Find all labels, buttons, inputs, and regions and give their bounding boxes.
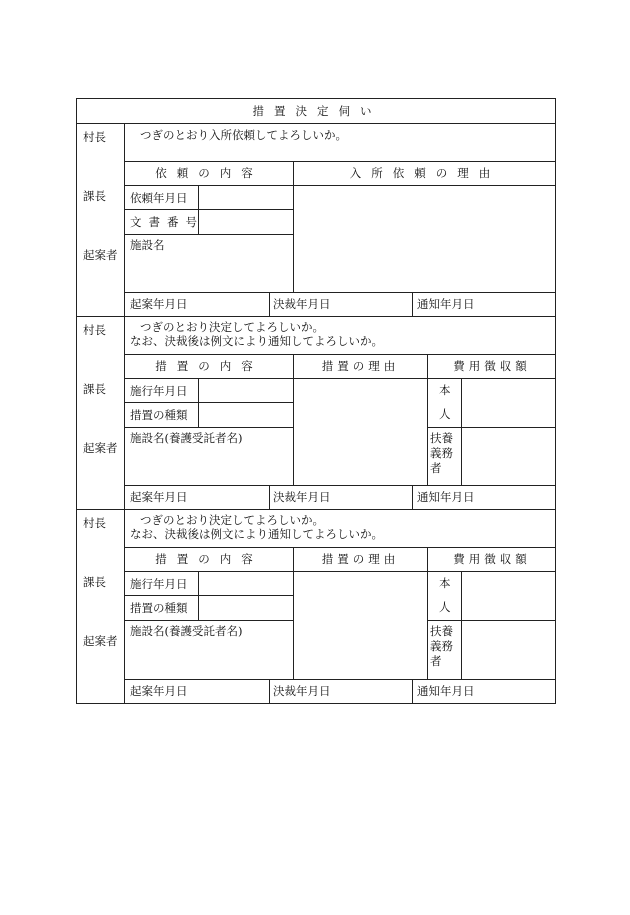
header-request-content: 依頼の内容 [155,166,263,180]
approver-chief-2: 課長 [83,382,106,396]
fee-self-label-2: 人 [439,407,451,421]
fee-self-label-2-3: 人 [439,600,451,614]
footer-notice-date: 通知年月日 [417,297,475,311]
decision-text-line1: つぎのとおり決定してよろしいか。 [140,320,324,334]
label-request-date: 依頼年月日 [130,191,188,205]
decision-text-line1-3: つぎのとおり決定してよろしいか。 [140,513,324,527]
approver-drafter-2: 起案者 [83,441,118,455]
decision-text-line2: なお、決裁後は例文により通知してよろしいか。 [130,334,383,348]
footer-approval-date-3: 決裁年月日 [273,684,331,698]
approver-chief-1: 課長 [83,189,106,203]
fee-support-label: 扶養 義務 者 [430,431,453,475]
label-facility-trustee-3: 施設名(養護受託者名) [130,624,243,638]
fee-support-label-3: 扶養 義務 者 [430,624,453,668]
footer-approval-date-2: 決裁年月日 [273,490,331,504]
label-facility-name: 施設名 [130,238,165,252]
approver-mayor-1: 村長 [83,130,106,144]
label-effective-date-3: 施行年月日 [130,577,188,591]
header-measure-content: 措置の内容 [155,359,263,373]
footer-approval-date: 決裁年月日 [273,297,331,311]
footer-notice-date-2: 通知年月日 [417,490,475,504]
request-text: つぎのとおり入所依頼してよろしいか。 [140,128,347,142]
header-fee-amount: 費用徴収額 [453,359,531,373]
decision-text-line2-3: なお、決裁後は例文により通知してよろしいか。 [130,527,383,541]
footer-draft-date: 起案年月日 [130,297,188,311]
approver-chief-3: 課長 [83,575,106,589]
decision-form [76,98,556,704]
footer-draft-date-2: 起案年月日 [130,490,188,504]
approver-drafter-3: 起案者 [83,634,118,648]
fee-self-label-1-3: 本 [439,576,451,590]
label-measure-type-3: 措置の種類 [130,601,188,615]
approver-drafter-1: 起案者 [83,248,118,262]
form-title: 措置決定伺い [252,104,382,118]
header-measure-reason: 措置の理由 [321,359,400,373]
approver-mayor-3: 村長 [83,516,106,530]
header-measure-content-3: 措置の内容 [155,552,263,566]
footer-notice-date-3: 通知年月日 [417,684,475,698]
footer-draft-date-3: 起案年月日 [130,684,188,698]
header-fee-amount-3: 費用徴収額 [453,552,531,566]
label-measure-type: 措置の種類 [130,408,188,422]
approver-mayor-2: 村長 [83,323,106,337]
label-effective-date: 施行年月日 [130,384,188,398]
label-doc-number: 文書番号 [130,215,204,229]
fee-self-label-1: 本 [439,383,451,397]
header-request-reason: 入所依頼の理由 [349,166,501,180]
header-measure-reason-3: 措置の理由 [321,552,400,566]
label-facility-trustee: 施設名(養護受託者名) [130,431,243,445]
